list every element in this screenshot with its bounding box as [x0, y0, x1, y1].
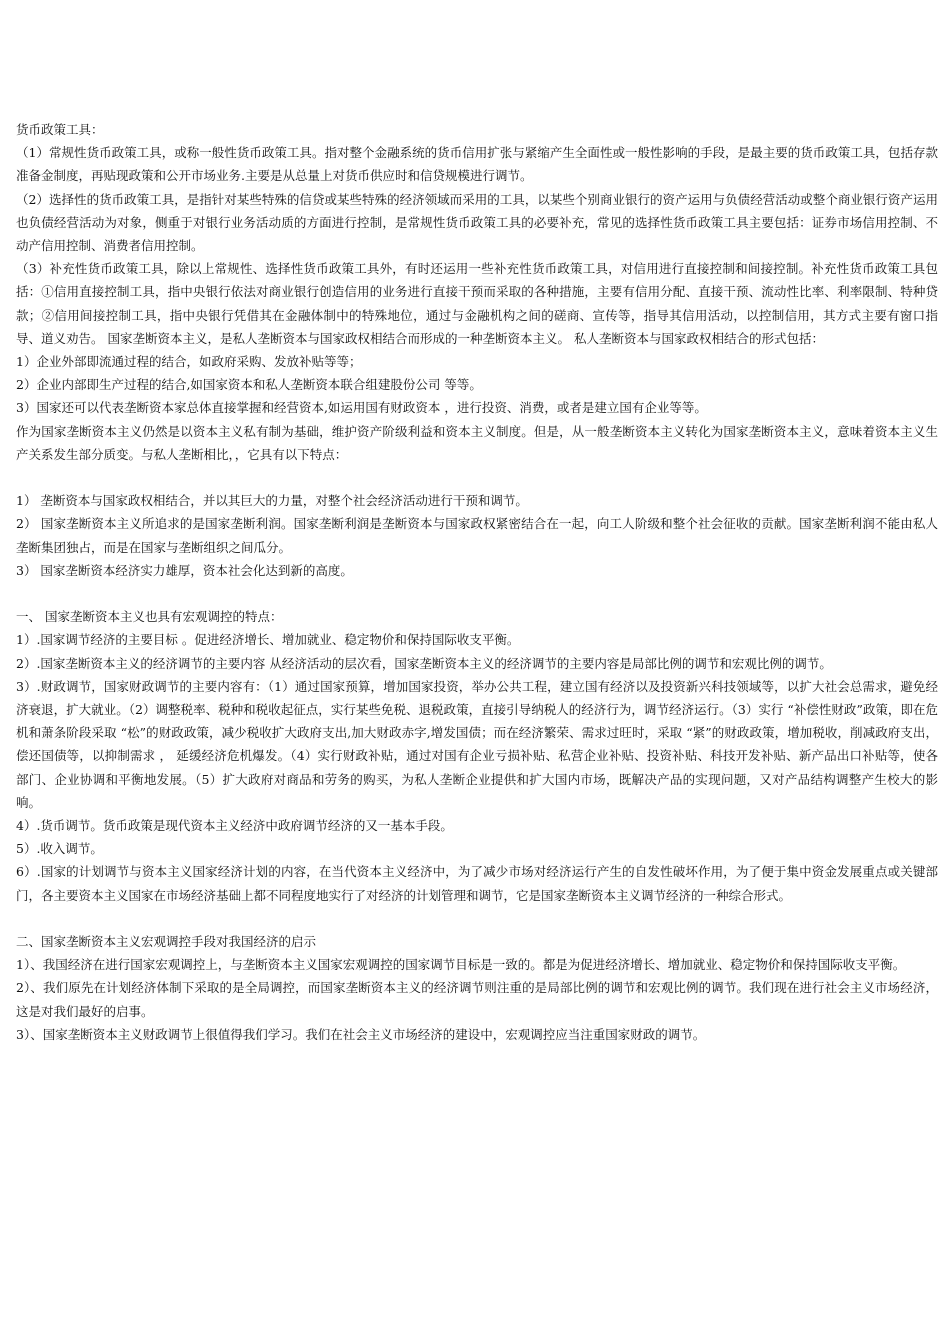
- list-item: 1）.国家调节经济的主要目标 。促进经济增长、增加就业、稳定物价和保持国际收支平衡。: [16, 632, 520, 648]
- list-item: 5）.收入调节。: [16, 841, 103, 857]
- list-item: 1）、我国经济在进行国家宏观调控上，与垄断资本主义国家宏观调控的国家调节目标是一致的。都是为促进经济增长、增加就业、稳定物价和保持国际收支平衡。: [16, 957, 906, 973]
- list-item: 1）企业外部即流通过程的结合，如政府采购、发放补贴等等；: [16, 354, 362, 370]
- paragraph: 作为国家垄断资本主义仍然是以资本主义私有制为基础，维护资产阶级利益和资本主义制度。但是，从一般垄断资本主义转化为国家垄断资本主义，意味着资本主义生产关系发生部分质变。与私人垄断相比，，它具有以下特点：: [16, 423, 938, 462]
- list-item: 3）国家还可以代表垄断资本家总体直接掌握和经营资本,如运用国有财政资本 ，进行投资、消费，或者是建立国有企业等等。: [16, 400, 707, 416]
- document-body: [16, 118, 938, 1046]
- list-item: 3） 国家垄断资本经济实力雄厚，资本社会化达到新的高度。: [16, 562, 353, 578]
- list-item: 2） 国家垄断资本主义所追求的是国家垄断利润。国家垄断利润是垄断资本与国家政权紧密结合在一起，向工人阶级和整个社会征收的贡献。国家垄断利润不能由私人垄断集团独占，而是在国家与垄断组织之间瓜分。: [16, 516, 938, 555]
- blank-line: [16, 907, 938, 930]
- paragraph: （3）补充性货币政策工具，除以上常规性、选择性货币政策工具外，有时还运用一些补充性货币政策工具，对信用进行直接控制和间接控制。补充性货币政策工具包括：①信用直接控制工具，指中央银行依法对商业银行创造信用的业务进行直接干预而采取的各种措施，主要有信用分配、直接干预、流动性比率、利率限制、特种贷款；②信用间接控制工具，指中央银行凭借其在金融体制中的特殊地位，通过与金融机构之间的磋商、宣传等，指导其信用活动，以控制信用，其方式主要有窗口指导、道义劝告。 国家垄断资本主义，是私人垄断资本与国家政权相结合而形成的一种垄断资本主义。 私人垄断资本与国家政权相结合的形式包括：: [16, 261, 938, 346]
- list-item: 1） 垄断资本与国家政权相结合，并以其巨大的力量，对整个社会经济活动进行干预和调节。: [16, 493, 528, 509]
- list-item: 2）企业内部即生产过程的结合,如国家资本和私人垄断资本联合组建股份公司 等等。: [16, 377, 482, 393]
- paragraph: （2）选择性的货币政策工具，是指针对某些特殊的信贷或某些特殊的经济领域而采用的工具，以某些个别商业银行的资产运用与负债经营活动或整个商业银行资产运用也负债经营活动为对象，侧重于对银行业务活动质的方面进行控制，是常规性货币政策工具的必要补充，常见的选择性货币政策工具主要包括：证券市场信用控制、不动产信用控制、消费者信用控制。: [16, 191, 938, 254]
- blank-line: [16, 582, 938, 605]
- list-item: 3）、国家垄断资本主义财政调节上很值得我们学习。我们在社会主义市场经济的建设中，宏观调控应当注重国家财政的调节。: [16, 1026, 706, 1042]
- list-item: 6）.国家的计划调节与资本主义国家经济计划的内容，在当代资本主义经济中，为了减少市场对经济运行产生的自发性破坏作用，为了便于集中资金发展重点或关键部门，各主要资本主义国家在市场经济基础上都不同程度地实行了对经济的计划管理和调节，它是国家垄断资本主义调节经济的一种综合形式。: [16, 864, 938, 903]
- list-item: 3）.财政调节，国家财政调节的主要内容有：（1）通过国家预算，增加国家投资，举办公共工程，建立国有经济以及投资新兴科技领域等，以扩大社会总需求，避免经济衰退，扩大就业。（2）调整税率、税种和税收起征点，实行某些免税、退税政策，直接引导纳税人的经济行为，调节经济运行。（3）实行 “补偿性财政”政策，即在危机和萧条阶段采取 “松”的财政政策，减少税收扩大政府支出,加大财政赤字,增发国债；而在经济繁荣、需求过旺时，采取 “紧”的财政政策，增加税收，削减政府支出，偿还国债等，以抑制需求 ， 延缓经济危机爆发。（4）实行财政补贴，通过对国有企业亏损补贴、私营企业补贴、投资补贴、科技开发补贴、新产品出口补贴等，使各部门、企业协调和平衡地发展。（5）扩大政府对商品和劳务的购买，为私人垄断企业提供和扩大国内市场，既解决产品的实现问题，又对产品结构调整产生校大的影响。: [16, 678, 938, 810]
- paragraph: （1）常规性货币政策工具，或称一般性货币政策工具。指对整个金融系统的货币信用扩张与紧缩产生全面性或一般性影响的手段，是最主要的货币政策工具，包括存款准备金制度，再贴现政策和公开市场业务.主要是从总量上对货币供应时和信贷规模进行调节。: [16, 145, 938, 184]
- section-heading: 货币政策工具：: [16, 122, 104, 137]
- section-heading: 一、 国家垄断资本主义也具有宏观调控的特点：: [16, 609, 283, 625]
- list-item: 2）.国家垄断资本主义的经济调节的主要内容 从经济活动的层次看，国家垄断资本主义的经济调节的主要内容是局部比例的调节和宏观比例的调节。: [16, 655, 832, 671]
- list-item: 2）、我们原先在计划经济体制下采取的是全局调控，而国家垄断资本主义的经济调节则注重的是局部比例的调节和宏观比例的调节。我们现在进行社会主义市场经济，这是对我们最好的启事。: [16, 980, 938, 1019]
- section-heading: 二、国家垄断资本主义宏观调控手段对我国经济的启示: [16, 934, 317, 950]
- blank-line: [16, 466, 938, 489]
- list-item: 4）.货币调节。货币政策是现代资本主义经济中政府调节经济的又一基本手段。: [16, 818, 453, 834]
